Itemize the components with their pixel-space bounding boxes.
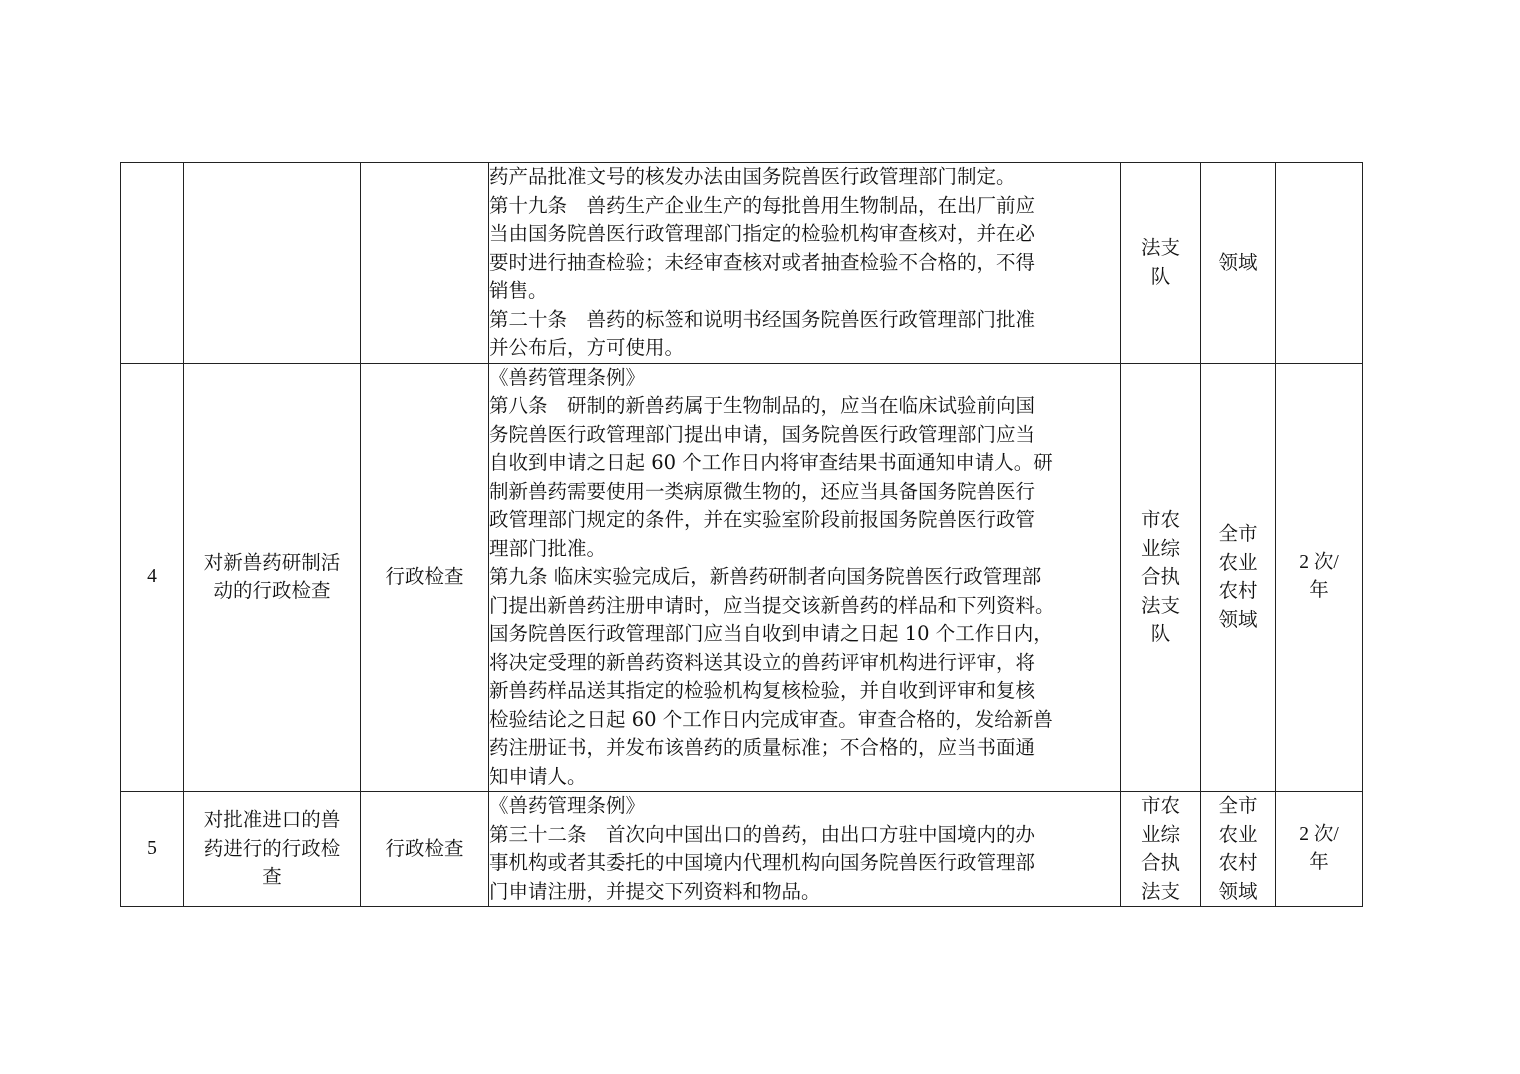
scope-line: 领域 <box>1218 607 1258 631</box>
basis-line: 务院兽医行政管理部门提出申请，国务院兽医行政管理部门应当 <box>489 422 1036 446</box>
row-number-cell: 5 <box>121 792 184 907</box>
legal-basis-cell <box>489 792 1121 907</box>
item-line: 对批准进口的兽 <box>203 808 341 832</box>
basis-line: 当由国务院兽医行政管理部门指定的检验机构审查核对，并在必 <box>489 222 1036 245</box>
table-row <box>121 792 1363 907</box>
subject-line: 市农 <box>1140 508 1180 531</box>
subject-line: 业综 <box>1140 822 1180 846</box>
scope-cell <box>1201 163 1276 364</box>
basis-line: 知申请人。 <box>489 764 587 788</box>
scope-line: 领域 <box>1218 250 1258 274</box>
basis-line: 第九条 临床实验完成后，新兽药研制者向国务院兽医行政管理部 <box>489 565 1042 588</box>
frequency-line: 年 <box>1309 580 1329 602</box>
item-line: 对新兽药研制活 <box>203 550 341 574</box>
subject-line: 法支 <box>1140 593 1180 617</box>
item-line: 动的行政检查 <box>213 579 331 603</box>
subject-line: 合执 <box>1140 565 1180 588</box>
enforcement-subject-cell <box>1121 792 1201 907</box>
scope-line: 全市 <box>1218 522 1258 546</box>
basis-line: 第三十二条 首次向中国出口的兽药，由出口方驻中国境内的办 <box>489 822 1036 846</box>
subject-line: 队 <box>1150 622 1171 645</box>
legal-basis-cell <box>489 163 1121 364</box>
subject-line: 合执 <box>1140 851 1180 874</box>
basis-line: 第二十条 兽药的标签和说明书经国务院兽医行政管理部门批准 <box>489 307 1036 331</box>
subject-line: 业综 <box>1140 536 1180 560</box>
scope-cell <box>1201 363 1276 792</box>
basis-line: 制新兽药需要使用一类病原微生物的，还应当具备国务院兽医行 <box>489 479 1036 503</box>
table-row <box>121 363 1363 792</box>
frequency-line: 年 <box>1309 852 1329 873</box>
basis-line: 药产品批准文号的核发办法由国务院兽医行政管理部门制定。 <box>489 165 1016 188</box>
basis-line: 并公布后，方可使用。 <box>489 336 685 359</box>
enforcement-subject-cell <box>1121 363 1201 792</box>
table-row <box>121 163 1363 364</box>
enforcement-subject-cell <box>1121 163 1201 364</box>
subject-line: 法支 <box>1140 236 1180 260</box>
subject-line: 队 <box>1150 264 1171 288</box>
frequency-line: 2 次/ <box>1299 551 1339 573</box>
item-line: 药进行的行政检 <box>203 836 341 860</box>
scope-line: 农业 <box>1218 822 1258 846</box>
inspection-item-cell <box>184 163 361 364</box>
basis-line: 政管理部门规定的条件，并在实验室阶段前报国务院兽医行政管 <box>489 508 1036 531</box>
basis-line: 《兽药管理条例》 <box>489 794 646 817</box>
basis-line: 检验结论之日起 60 个工作日内完成审查。审查合格的，发给新兽 <box>489 707 1053 731</box>
item-line: 查 <box>262 865 282 889</box>
basis-line: 要时进行抽查检验；未经审查核对或者抽查检验不合格的，不得 <box>489 250 1036 274</box>
frequency-cell <box>1276 792 1363 907</box>
basis-line: 门提出新兽药注册申请时，应当提交该新兽药的样品和下列资料。 <box>489 593 1055 617</box>
subject-line: 法支 <box>1140 879 1180 903</box>
inspection-type-cell: 行政检查 <box>361 792 489 907</box>
row-number-cell: 4 <box>121 363 184 792</box>
basis-line: 事机构或者其委托的中国境内代理机构向国务院兽医行政管理部 <box>489 851 1036 874</box>
frequency-cell <box>1276 363 1363 792</box>
basis-line: 第十九条 兽药生产企业生产的每批兽用生物制品，在出厂前应 <box>489 193 1036 217</box>
scope-line: 领域 <box>1218 879 1258 903</box>
inspection-type-cell <box>361 163 489 364</box>
basis-line: 《兽药管理条例》 <box>489 365 646 389</box>
scope-line: 农业 <box>1218 550 1258 574</box>
basis-line: 自收到申请之日起 60 个工作日内将审查结果书面通知申请人。研 <box>489 451 1053 474</box>
basis-line: 销售。 <box>489 279 548 302</box>
scope-cell <box>1201 792 1276 907</box>
subject-line: 市农 <box>1140 794 1180 817</box>
basis-line: 将决定受理的新兽药资料送其设立的兽药评审机构进行评审，将 <box>489 650 1036 674</box>
basis-line: 第八条 研制的新兽药属于生物制品的，应当在临床试验前向国 <box>489 394 1036 417</box>
basis-line: 门申请注册，并提交下列资料和物品。 <box>489 879 821 903</box>
row-number-cell <box>121 163 184 364</box>
scope-line: 农村 <box>1218 579 1258 603</box>
scope-line: 全市 <box>1218 794 1258 817</box>
basis-line: 新兽药样品送其指定的检验机构复核检验，并自收到评审和复核 <box>489 679 1036 702</box>
inspection-type-cell: 行政检查 <box>361 363 489 792</box>
enforcement-table <box>120 162 1363 907</box>
basis-line: 国务院兽医行政管理部门应当自收到申请之日起 10 个工作日内， <box>489 622 1053 645</box>
scope-line: 农村 <box>1218 851 1258 874</box>
inspection-item-cell <box>184 363 361 792</box>
legal-basis-cell <box>489 363 1121 792</box>
basis-line: 理部门批准。 <box>489 536 607 560</box>
frequency-cell <box>1276 163 1363 364</box>
frequency-line: 2 次/ <box>1299 823 1339 845</box>
inspection-item-cell <box>184 792 361 907</box>
basis-line: 药注册证书，并发布该兽药的质量标准；不合格的，应当书面通 <box>489 736 1036 759</box>
